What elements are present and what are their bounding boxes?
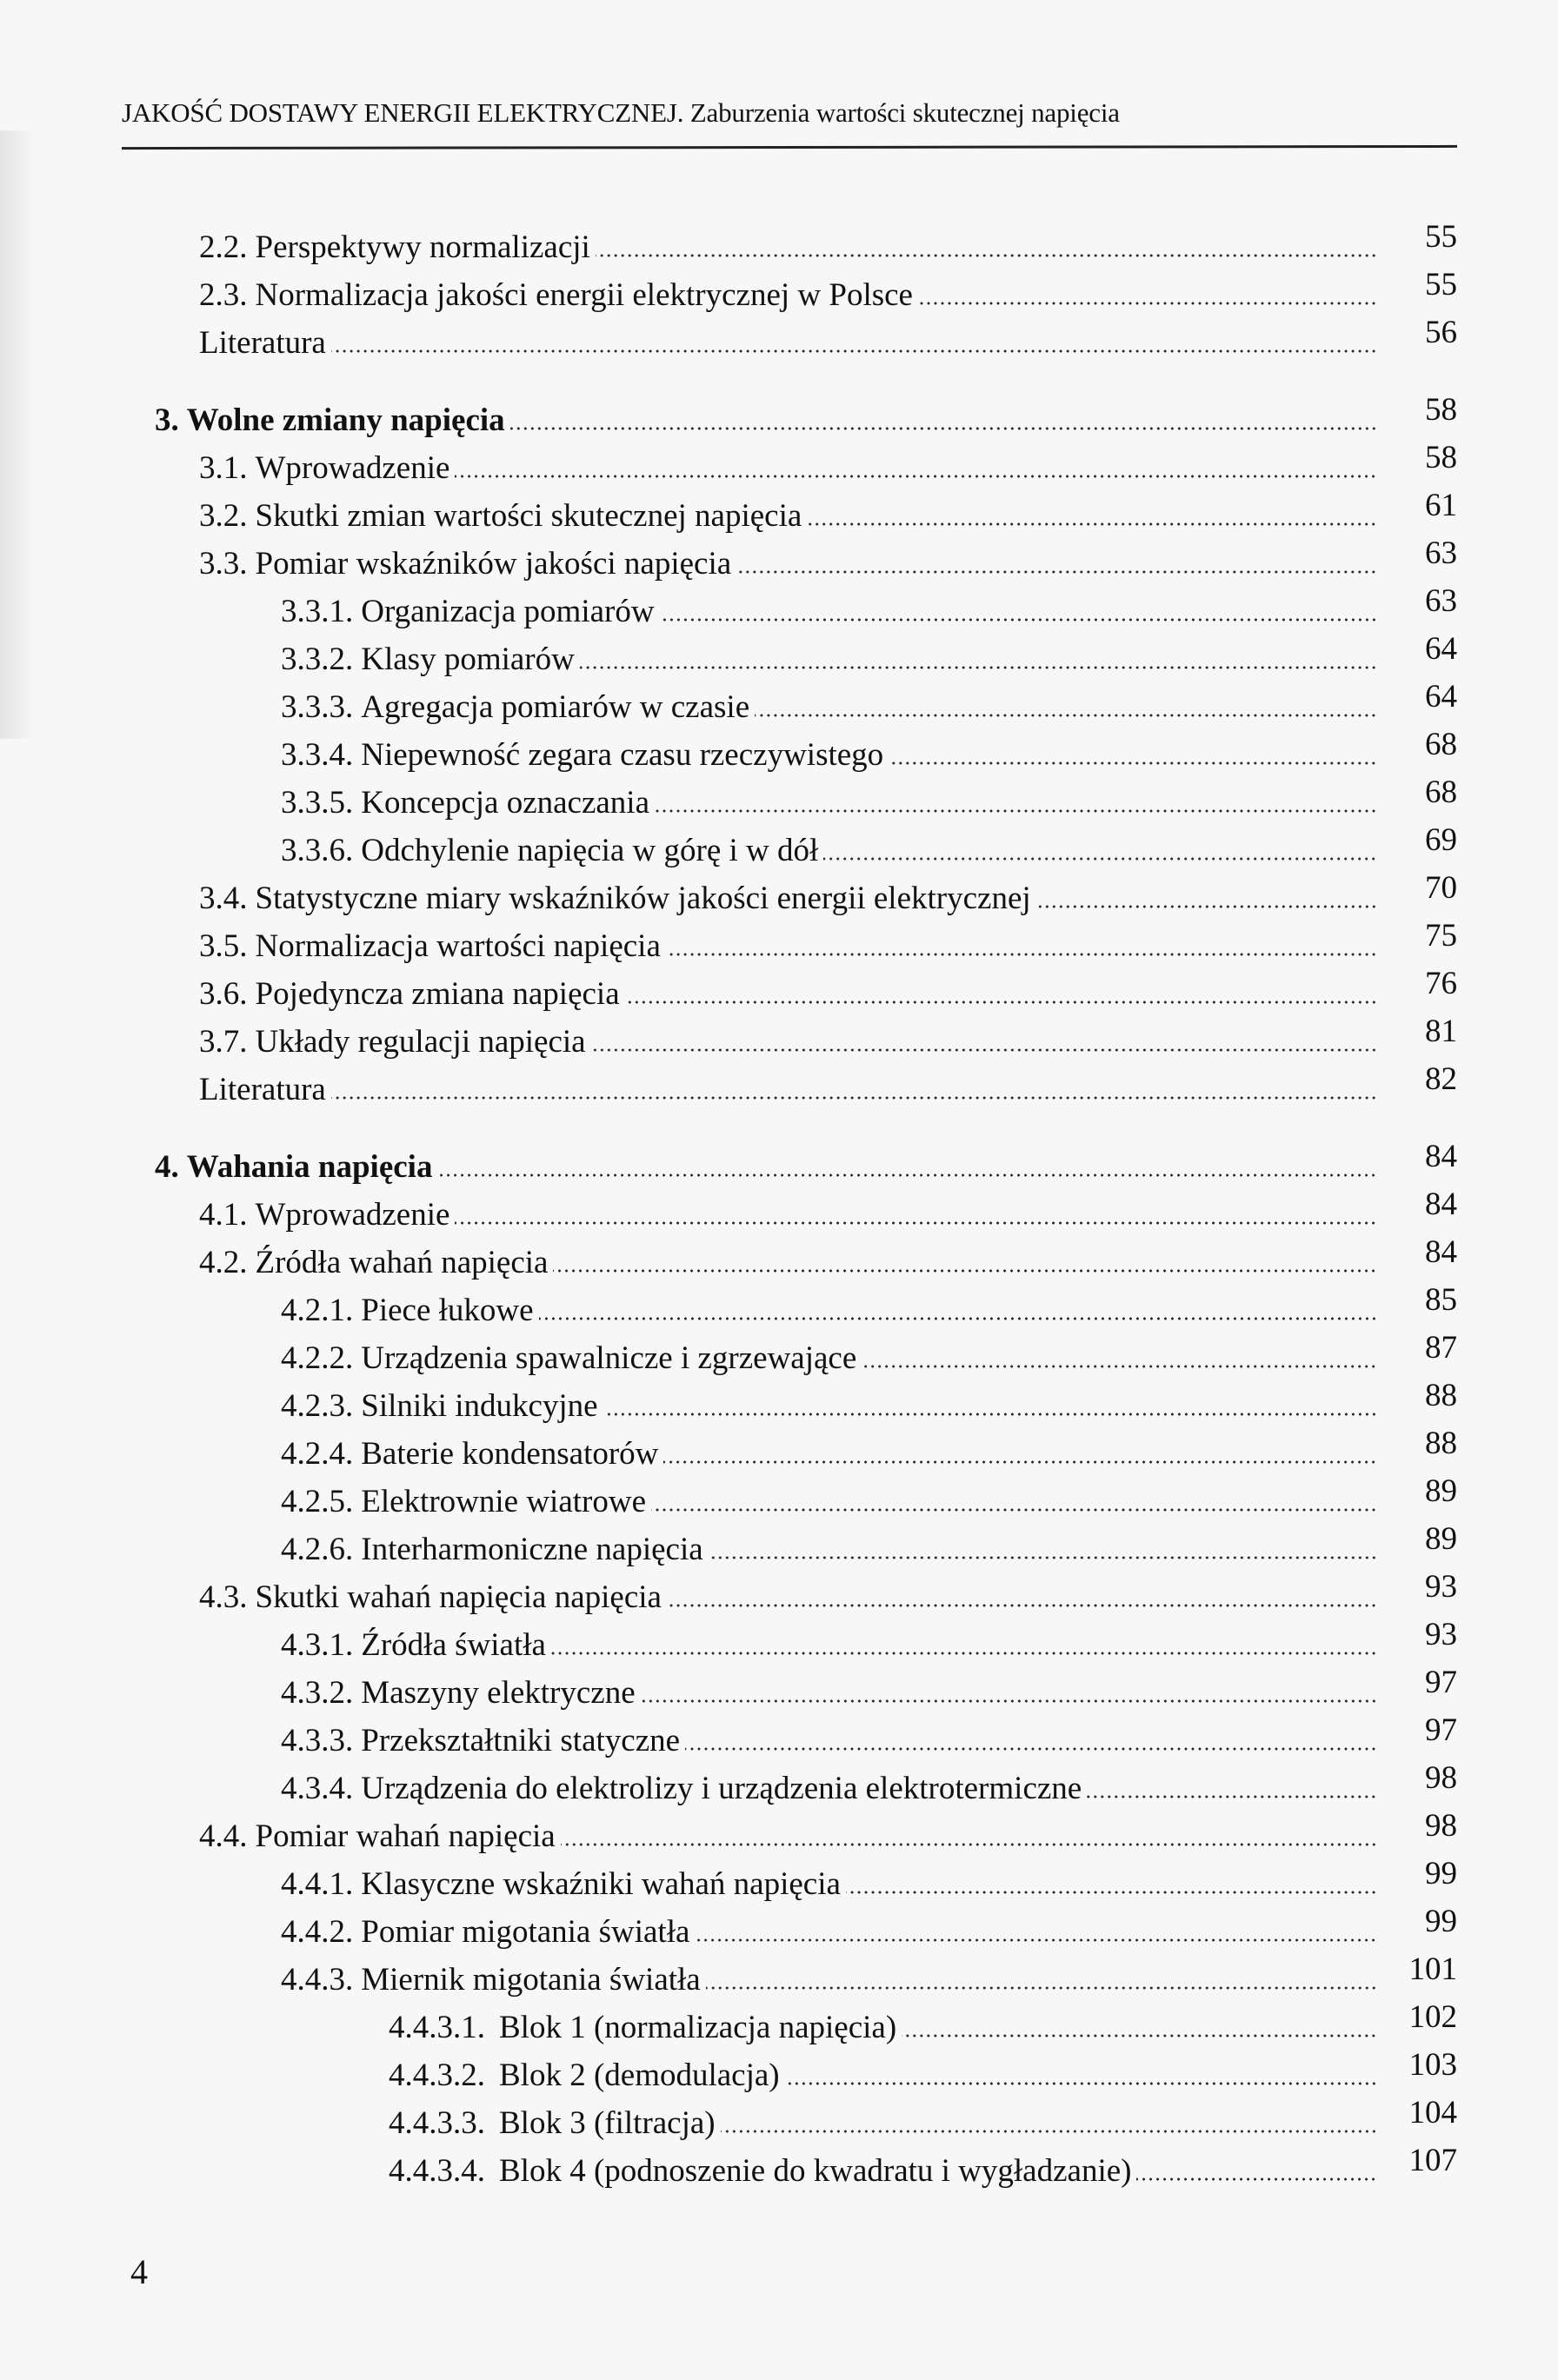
dot-leader (660, 617, 1377, 622)
dot-leader (331, 349, 1377, 354)
dot-leader (651, 1507, 1377, 1512)
dot-leader (603, 1412, 1377, 1417)
toc-entry-page: 68 (1425, 774, 1457, 810)
toc-entry (0, 918, 1457, 966)
toc-entry (0, 267, 1457, 315)
toc-entry (0, 1234, 1457, 1282)
toc-entry-page: 84 (1425, 1139, 1457, 1174)
toc-entry-title: Źródła wahań napięcia (255, 1245, 549, 1280)
toc-entry-page: 84 (1425, 1234, 1457, 1270)
toc-entry-number: 4.1. (199, 1197, 248, 1233)
dot-leader (807, 522, 1377, 527)
toc-entry-number: 4.3.1. (281, 1627, 354, 1663)
toc-entry (0, 1061, 1457, 1109)
dot-leader (553, 1268, 1377, 1273)
toc-entry-title: Koncepcja oznaczania (361, 785, 650, 821)
toc-entry-page: 61 (1425, 488, 1457, 523)
toc-entry-title: Blok 2 (demodulacja) (499, 2058, 780, 2093)
dot-leader (695, 1938, 1377, 1943)
toc-entry-number: 4.4.1. (281, 1866, 354, 1902)
toc-entry (0, 583, 1457, 631)
toc-entry-number: 4.2.4. (281, 1436, 354, 1472)
toc-entry-page: 88 (1425, 1426, 1457, 1461)
dot-leader (902, 2033, 1377, 2038)
toc-entry (0, 1808, 1457, 1856)
toc-entry (0, 631, 1457, 679)
dot-leader (785, 2081, 1377, 2086)
toc-entry (0, 1904, 1457, 1951)
page-number: 4 (130, 2252, 148, 2291)
toc-entry-title: Skutki wahań napięcia napięcia (255, 1579, 662, 1615)
toc-entry-page: 93 (1425, 1569, 1457, 1605)
toc-entry-page: 64 (1425, 679, 1457, 715)
toc-entry (0, 1426, 1457, 1473)
toc-entry-number: 4.3.4. (281, 1771, 354, 1806)
dot-leader (596, 253, 1377, 258)
toc-entry-page: 99 (1425, 1904, 1457, 1939)
toc-entry-title: Wprowadzenie (255, 1197, 450, 1233)
toc-entry-page: 98 (1425, 1760, 1457, 1796)
toc-entry-number: 2.2. (199, 229, 248, 265)
toc-entry-page: 102 (1408, 1999, 1457, 2035)
toc-entry-page: 56 (1425, 315, 1457, 350)
toc-entry-label (281, 736, 883, 774)
toc-entry-label (199, 229, 590, 267)
toc-entry-number: 3.3.3. (281, 689, 354, 725)
toc-entry (0, 2047, 1457, 2095)
toc-entry-title: Wprowadzenie (255, 450, 450, 486)
toc-entry-title: Skutki zmian wartości skutecznej napięcia (255, 498, 802, 534)
toc-entry-number: 3. (155, 402, 179, 438)
toc-entry-number: 3.3.2. (281, 642, 354, 677)
toc-entry-title: Agregacja pomiarów w czasie (361, 689, 750, 725)
toc-entry-title: Baterie kondensatorów (361, 1436, 659, 1472)
toc-entry-page: 76 (1425, 966, 1457, 1001)
toc-entry-page: 84 (1425, 1187, 1457, 1222)
dot-leader (823, 856, 1377, 861)
toc-entry-number: 4.2.6. (281, 1532, 354, 1567)
dot-leader (862, 1364, 1377, 1369)
toc-entry-label (389, 2057, 780, 2095)
toc-entry-page: 88 (1425, 1378, 1457, 1413)
toc-entry-page: 93 (1425, 1617, 1457, 1652)
toc-entry-number: 3.6. (199, 976, 248, 1012)
toc-entry-number: 4.3.2. (281, 1675, 354, 1711)
toc-entry-label (155, 402, 505, 440)
toc-entry-label (389, 2104, 716, 2143)
toc-entry-page: 58 (1425, 440, 1457, 475)
toc-entry-label (199, 1579, 662, 1617)
toc-entry (0, 1521, 1457, 1569)
toc-entry (0, 315, 1457, 362)
toc-entry (0, 535, 1457, 583)
toc-entry (0, 1330, 1457, 1378)
toc-entry-number: 4.4.3. (281, 1962, 354, 1998)
toc-entry-title: Klasyczne wskaźniki wahań napięcia (361, 1866, 841, 1902)
toc-entry-label (199, 927, 661, 966)
toc-entry-title: Pomiar migotania światła (361, 1914, 690, 1950)
toc-entry-page: 81 (1425, 1014, 1457, 1049)
toc-entry-label (389, 2152, 1131, 2191)
dot-leader (510, 426, 1377, 431)
toc-entry-label (199, 324, 326, 362)
dot-leader (580, 665, 1377, 670)
toc-entry-label (199, 1071, 326, 1109)
toc-entry-title: Normalizacja wartości napięcia (255, 928, 661, 964)
dot-leader (539, 1316, 1377, 1321)
toc-entry (0, 1569, 1457, 1617)
toc-entry-page: 104 (1408, 2095, 1457, 2131)
toc-entry-title: Blok 4 (podnoszenie do kwadratu i wygładzanie) (499, 2153, 1132, 2189)
dot-leader (1136, 2177, 1377, 2182)
toc-entry (0, 1378, 1457, 1426)
toc-entry (0, 440, 1457, 488)
toc-entry (0, 679, 1457, 727)
toc-entry-number: 4.4.3.4. (389, 2153, 485, 2189)
toc-entry-number: 3.3.1. (281, 594, 354, 629)
toc-entry-page: 55 (1425, 267, 1457, 302)
toc-entry-title: Perspektywy normalizacji (255, 229, 590, 265)
toc-entry-label (281, 1865, 841, 1904)
toc-entry-label (281, 784, 649, 822)
dot-leader (721, 2129, 1377, 2134)
toc-entry (0, 2095, 1457, 2143)
toc-entry-label (281, 1435, 658, 1473)
toc-entry-title: Maszyny elektryczne (361, 1675, 636, 1711)
toc-entry-label (199, 545, 731, 583)
toc-entry-page: 103 (1408, 2047, 1457, 2083)
header-rule (122, 145, 1457, 150)
toc-entry-number: 4.4. (199, 1818, 248, 1854)
toc-entry-label (389, 2009, 896, 2047)
toc-entry (0, 1617, 1457, 1665)
toc-entry-title: Blok 3 (filtracja) (499, 2105, 716, 2141)
toc-entry-title: Literatura (199, 1072, 326, 1107)
dot-leader (591, 1047, 1377, 1053)
toc-entry (0, 1951, 1457, 1999)
toc-entry-title: Niepewność zegara czasu rzeczywistego (361, 737, 884, 773)
toc-entry-page: 82 (1425, 1061, 1457, 1097)
toc-entry-page: 63 (1425, 535, 1457, 571)
toc-entry-page: 68 (1425, 727, 1457, 762)
toc-entry-label (281, 1913, 689, 1951)
dot-leader (709, 1555, 1377, 1560)
toc-entry-page: 107 (1408, 2143, 1457, 2178)
toc-entry-title: Odchylenie napięcia w górę i w dół (361, 833, 819, 868)
toc-entry (0, 2143, 1457, 2191)
toc-entry-page: 64 (1425, 631, 1457, 667)
toc-entry-number: 4.3. (199, 1579, 248, 1615)
toc-entry-title: Literatura (199, 325, 326, 361)
toc-entry-title: Pomiar wahań napięcia (255, 1818, 556, 1854)
toc-entry-number: 3.3.4. (281, 737, 354, 773)
toc-entry-title: Źródła światła (361, 1627, 546, 1663)
toc-entry-label (199, 449, 449, 488)
toc-entry-label (155, 1148, 432, 1187)
toc-entry-label (199, 1818, 556, 1856)
toc-entry-number: 3.3.5. (281, 785, 354, 821)
toc-entry-label (281, 1722, 680, 1760)
toc-entry-number: 4.2.2. (281, 1340, 354, 1376)
toc-entry-label (281, 832, 818, 870)
toc-entry-number: 3.1. (199, 450, 248, 486)
toc-entry-number: 4.4.2. (281, 1914, 354, 1950)
toc-entry-page: 99 (1425, 1856, 1457, 1891)
toc-entry-number: 4.2.1. (281, 1293, 354, 1328)
toc-entry-title: Przekształtniki statyczne (361, 1723, 681, 1758)
toc-entry-title: Elektrownie wiatrowe (361, 1484, 646, 1519)
dot-leader (1036, 904, 1377, 909)
dot-leader (1087, 1794, 1377, 1799)
dot-leader (846, 1890, 1377, 1895)
toc-entry-label (281, 1483, 646, 1521)
toc-entry-label (281, 1674, 636, 1712)
toc-entry-label (199, 497, 802, 535)
toc-entry-title: Organizacja pomiarów (361, 594, 655, 629)
toc-entry-page: 98 (1425, 1808, 1457, 1844)
toc-entry-number: 4.4.3.3. (389, 2105, 485, 2141)
toc-entry (0, 727, 1457, 774)
toc-entry-number: 3.7. (199, 1024, 248, 1060)
toc-entry-label (281, 1961, 701, 1999)
toc-entry-label (199, 276, 913, 315)
toc-entry-label (281, 641, 575, 679)
toc-entry-label (281, 1531, 703, 1569)
toc-entry-label (199, 880, 1031, 918)
toc-entry-page: 75 (1425, 918, 1457, 954)
toc-entry (0, 1187, 1457, 1234)
toc-entry (0, 1139, 1457, 1187)
toc-entry-label (199, 1023, 586, 1061)
dot-leader (666, 952, 1377, 957)
dot-leader (755, 713, 1377, 718)
toc-entry-title: Statystyczne miary wskaźników jakości energii elektrycznej (255, 881, 1031, 916)
toc-entry-number: 4.2. (199, 1245, 248, 1280)
dot-leader (455, 474, 1377, 479)
toc-entry (0, 966, 1457, 1014)
dot-leader (625, 1000, 1377, 1005)
toc-entry (0, 1999, 1457, 2047)
running-header: JAKOŚĆ DOSTAWY ENERGII ELEKTRYCZNEJ. Zaburzenia wartości skutecznej napięcia (122, 97, 1120, 128)
dot-leader (561, 1842, 1377, 1847)
toc-entry (0, 1473, 1457, 1521)
toc-entry-label (199, 1196, 449, 1234)
toc-entry-page: 85 (1425, 1282, 1457, 1318)
toc-entry-page: 101 (1408, 1951, 1457, 1987)
toc-entry-label (281, 1340, 856, 1378)
toc-entry-number: 3.4. (199, 881, 248, 916)
toc-entry-page: 70 (1425, 870, 1457, 906)
table-of-contents (0, 219, 1558, 2191)
toc-entry-title: Miernik migotania światła (361, 1962, 701, 1998)
toc-entry-title: Wolne zmiany napięcia (186, 402, 505, 438)
toc-entry-number: 4. (155, 1149, 179, 1185)
toc-entry (0, 774, 1457, 822)
toc-entry-page: 58 (1425, 392, 1457, 428)
toc-entry-page: 87 (1425, 1330, 1457, 1366)
dot-leader (455, 1220, 1377, 1226)
dot-leader (331, 1095, 1377, 1100)
dot-leader (663, 1459, 1377, 1465)
toc-entry-label (281, 1626, 546, 1665)
toc-entry (0, 1665, 1457, 1712)
toc-entry-number: 2.3. (199, 277, 248, 313)
toc-entry-title: Urządzenia spawalnicze i zgrzewające (361, 1340, 857, 1376)
toc-entry-number: 3.3. (199, 546, 248, 582)
dot-leader (889, 761, 1377, 766)
toc-entry (0, 1856, 1457, 1904)
toc-entry-number: 4.3.3. (281, 1723, 354, 1758)
toc-entry (0, 488, 1457, 535)
dot-leader (667, 1603, 1377, 1608)
toc-entry-label (199, 975, 620, 1014)
toc-entry-label (281, 688, 749, 727)
toc-entry-title: Blok 1 (normalizacja napięcia) (499, 2010, 897, 2045)
toc-entry-number: 3.5. (199, 928, 248, 964)
toc-entry-number: 4.2.5. (281, 1484, 354, 1519)
toc-entry (0, 1014, 1457, 1061)
toc-entry-title: Piece łukowe (361, 1293, 534, 1328)
toc-entry (0, 392, 1457, 440)
toc-entry-number: 4.4.3.2. (389, 2058, 485, 2093)
toc-entry-page: 55 (1425, 219, 1457, 255)
toc-entry-title: Pomiar wskaźników jakości napięcia (255, 546, 732, 582)
toc-entry-title: Silniki indukcyjne (361, 1388, 598, 1424)
toc-entry-number: 4.2.3. (281, 1388, 354, 1424)
dot-leader (551, 1651, 1377, 1656)
dot-leader (641, 1699, 1377, 1704)
toc-entry (0, 870, 1457, 918)
toc-entry-label (199, 1244, 548, 1282)
toc-entry-page: 89 (1425, 1473, 1457, 1509)
toc-entry (0, 219, 1457, 267)
toc-entry-title: Klasy pomiarów (361, 642, 575, 677)
toc-entry-page: 63 (1425, 583, 1457, 619)
toc-entry-title: Interharmoniczne napięcia (361, 1532, 703, 1567)
toc-entry-number: 3.3.6. (281, 833, 354, 868)
toc-entry-title: Urządzenia do elektrolizy i urządzenia elektrotermiczne (361, 1771, 1082, 1806)
toc-entry-title: Wahania napięcia (186, 1149, 433, 1185)
toc-entry (0, 822, 1457, 870)
toc-entry-label (281, 593, 655, 631)
toc-entry-page: 89 (1425, 1521, 1457, 1557)
dot-leader (655, 808, 1377, 814)
toc-entry-label (281, 1770, 1082, 1808)
toc-entry-number: 3.2. (199, 498, 248, 534)
dot-leader (437, 1173, 1377, 1178)
toc-entry-label (281, 1387, 598, 1426)
dot-leader (685, 1746, 1377, 1752)
toc-entry-page: 97 (1425, 1712, 1457, 1748)
toc-entry-title: Układy regulacji napięcia (255, 1024, 586, 1060)
toc-entry-page: 97 (1425, 1665, 1457, 1700)
toc-entry (0, 1282, 1457, 1330)
dot-leader (706, 1985, 1377, 1991)
toc-entry (0, 1712, 1457, 1760)
toc-entry (0, 1760, 1457, 1808)
dot-leader (736, 569, 1377, 575)
toc-entry-page: 69 (1425, 822, 1457, 858)
toc-entry-number: 4.4.3.1. (389, 2010, 485, 2045)
toc-entry-title: Normalizacja jakości energii elektrycznej w Polsce (255, 277, 913, 313)
toc-entry-title: Pojedyncza zmiana napięcia (255, 976, 620, 1012)
dot-leader (918, 301, 1377, 306)
toc-entry-label (281, 1292, 534, 1330)
